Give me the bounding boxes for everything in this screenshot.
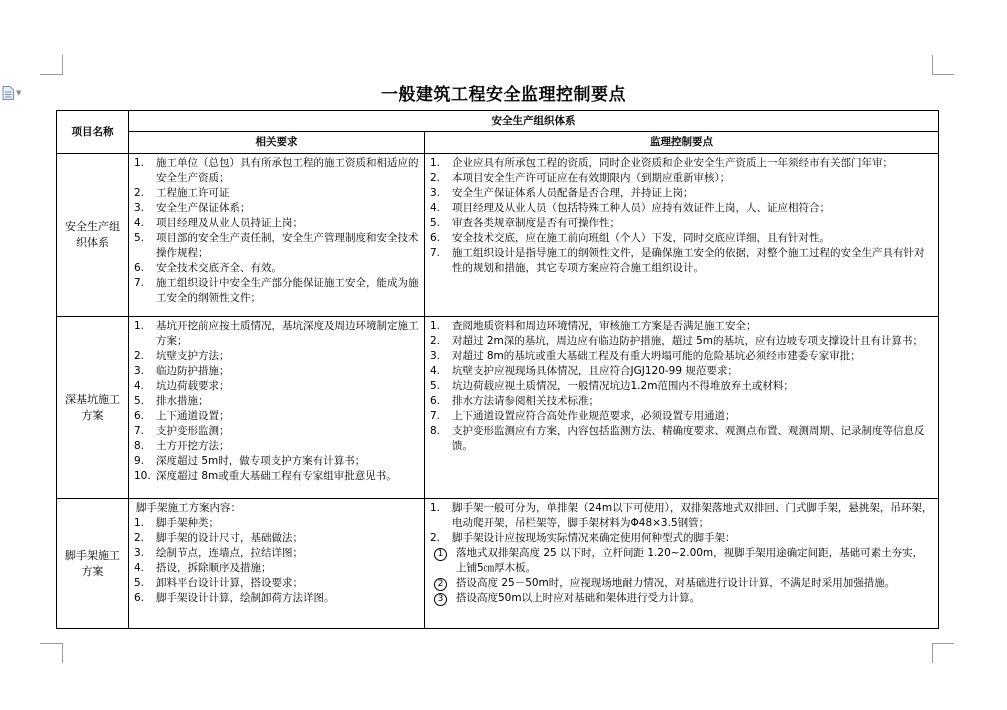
list-item-number: 9. [134, 455, 145, 467]
safety-control-table [56, 110, 939, 629]
crop-mark-bottom-left-h [40, 643, 62, 644]
sub-list-item [430, 576, 933, 591]
list-item-text: 卸料平台设计计算，搭设要求； [156, 577, 303, 589]
list-item-text: 脚手架种类； [156, 517, 219, 529]
list-item-number: 4. [430, 202, 441, 214]
table-row [57, 499, 939, 629]
list-item-number: 1. [134, 320, 145, 332]
crop-mark-bottom-right-h [932, 643, 954, 644]
list-item [134, 349, 419, 364]
list-item [430, 201, 933, 216]
list-item-number: 3. [430, 187, 441, 199]
control-points-cell [425, 317, 939, 499]
list-item-text: 项目经理及从业人员持证上岗； [156, 217, 303, 229]
list-item-text: 基坑开挖前应按土质情况，基坑深度及周边环境制定施工方案； [156, 320, 419, 347]
list-item [134, 531, 419, 546]
list-item-text: 项目部的安全生产责任制，安全生产管理制度和安全技术操作规程； [156, 232, 419, 259]
header-group: 安全生产组织体系 [129, 111, 939, 132]
list-item [134, 409, 419, 424]
list-item-number: 6. [430, 232, 441, 244]
list-item [430, 171, 933, 186]
list-item-text: 深度超过 8m或重大基础工程有专家组审批意见书。 [156, 470, 397, 482]
list-item-number: 3. [134, 365, 145, 377]
list-item [134, 186, 419, 201]
list-item-text: 脚手架设计计算，绘制卸荷方法详图。 [156, 592, 335, 604]
control-points-list [430, 156, 933, 276]
requirements-cell [129, 499, 425, 629]
header-project-name: 项目名称 [57, 111, 129, 154]
header-control-points: 监理控制要点 [425, 132, 939, 154]
list-item-text: 上下通道设置； [156, 410, 230, 422]
list-item-number: 1. [430, 502, 441, 514]
list-item-number: 2. [134, 350, 145, 362]
list-item-number: 2. [134, 187, 145, 199]
list-item-number: 2. [430, 532, 441, 544]
list-item-number: 5. [134, 395, 145, 407]
list-item-number: 10. [134, 470, 151, 482]
row-item-name: 脚手架施工方案 [57, 499, 129, 629]
list-item-number: 2. [430, 335, 441, 347]
list-item [134, 591, 419, 606]
list-item-number: 3. [134, 202, 145, 214]
list-item [430, 319, 933, 334]
list-item-number: 1. [134, 157, 145, 169]
circled-number: 1 [434, 548, 447, 561]
list-item-text: 安全技术交底，应在施工前向班组（个人）下发，同时交底应详细，且有针对性。 [452, 232, 830, 244]
list-item [134, 439, 419, 454]
sub-list-item [430, 591, 933, 606]
list-item-text: 施工组织设计是指导施工的纲领性文件，是确保施工安全的依据，对整个施工过程的安全生产具有针对性的规划和措施，其它专项方案应符合施工组织设计。 [452, 247, 925, 274]
requirements-list [134, 156, 419, 306]
list-item-text: 坑壁支护方法； [156, 350, 230, 362]
list-item-text: 安全生产保证体系人员配备是否合理，并持证上岗； [452, 187, 694, 199]
list-item [134, 216, 419, 231]
list-item [134, 156, 419, 186]
list-item [430, 409, 933, 424]
list-item-number: 2. [430, 172, 441, 184]
list-item-number: 3. [134, 547, 145, 559]
list-item [430, 349, 933, 364]
circled-number: 2 [434, 578, 447, 591]
list-item-text: 支护变形监测应有方案，内容包括监测方法、精确度要求、观测点布置、观测周期、记录制度等信息反馈。 [452, 425, 925, 452]
crop-mark-bottom-left-v [62, 643, 63, 663]
list-item-text: 绘制节点，连墙点，拉结详图； [156, 547, 303, 559]
list-item-text: 查阅地质资料和周边环境情况，审核施工方案是否满足施工安全； [452, 320, 757, 332]
list-item-number: 1. [134, 517, 145, 529]
list-item-number: 4. [134, 380, 145, 392]
requirements-list [134, 319, 419, 484]
list-item [134, 469, 419, 484]
list-item-text: 深度超过 5m时，做专项支护方案有计算书； [156, 455, 366, 467]
list-item-number: 6. [134, 592, 145, 604]
list-item [134, 261, 419, 276]
list-item-text: 施工组织设计中安全生产部分能保证施工安全，能成为施工安全的纲领性文件； [156, 277, 419, 304]
list-item-number: 8. [134, 440, 145, 452]
crop-mark-top-right-v [932, 55, 933, 75]
list-item-number: 5. [430, 217, 441, 229]
list-item-number: 7. [134, 425, 145, 437]
sub-list-item-text: 落地式双排架高度 25 以下时，立杆间距 1.20~2.00m，视脚手架用途确定间距，基础可素土夯实，上铺5㎝厚木板。 [456, 547, 924, 574]
crop-mark-top-left-v [62, 55, 63, 75]
row-item-name: 安全生产组织体系 [57, 154, 129, 317]
circled-number: 3 [434, 593, 447, 606]
control-points-list [430, 501, 933, 546]
list-item-number: 1. [430, 157, 441, 169]
list-item [430, 501, 933, 531]
list-item-text: 排水措施； [156, 395, 209, 407]
list-item [134, 516, 419, 531]
list-item-number: 7. [430, 247, 441, 259]
list-item-number: 5. [134, 232, 145, 244]
document-title: 一般建筑工程安全监理控制要点 [381, 85, 626, 105]
list-item-number: 8. [430, 425, 441, 437]
sub-list-item-text: 搭设高度 25－50m时，应视现场地耐力情况，对基础进行设计计算，不满足时采用加强措施。 [456, 577, 896, 589]
list-item-text: 搭设，拆除顺序及措施； [156, 562, 272, 574]
list-item [134, 546, 419, 561]
row-item-name: 深基坑施工方案 [57, 317, 129, 499]
list-item-number: 2. [134, 532, 145, 544]
sub-list-item [430, 546, 933, 576]
list-item [134, 424, 419, 439]
crop-mark-bottom-right-v [932, 643, 933, 663]
list-item [430, 246, 933, 276]
list-item-number: 6. [134, 410, 145, 422]
list-item [430, 531, 933, 546]
list-item [430, 394, 933, 409]
list-item-text: 坑边荷载应视土质情况，一般情况坑边1.2m范围内不得堆放弃土或材料； [452, 380, 794, 392]
list-item [430, 231, 933, 246]
header-requirements: 相关要求 [129, 132, 425, 154]
list-item-number: 4. [430, 365, 441, 377]
list-item [134, 364, 419, 379]
control-points-cell [425, 499, 939, 629]
list-item [134, 276, 419, 306]
list-item [430, 334, 933, 349]
list-item-text: 对超过 8m的基坑或重大基础工程及有重大坍塌可能的危险基坑必须经市建委专家审批； [452, 350, 861, 362]
list-item-text: 施工单位（总包）具有所承包工程的施工资质和相适应的安全生产资质； [156, 157, 419, 184]
circled-number-icon [430, 576, 456, 591]
list-item-text: 企业应具有所承包工程的资质，同时企业资质和企业安全生产资质上一年须经市有关部门年审； [452, 157, 893, 169]
list-item [430, 379, 933, 394]
table-row [57, 317, 939, 499]
list-item [430, 186, 933, 201]
list-item-number: 6. [134, 262, 145, 274]
list-item-text: 项目经理及从业人员（包括特殊工种人员）应持有效证件上岗，人、证应相符合； [452, 202, 830, 214]
control-sub-list [430, 546, 933, 606]
list-item-text: 土方开挖方法； [156, 440, 230, 452]
list-item [134, 231, 419, 261]
crop-mark-top-right-h [932, 74, 954, 75]
list-item-number: 5. [134, 577, 145, 589]
list-item [430, 364, 933, 379]
list-item-text: 支护变形监测； [156, 425, 230, 437]
requirements-cell [129, 317, 425, 499]
requirements-list [134, 516, 419, 606]
list-item-text: 坑壁支护应视现场具体情况，且应符合JGJ120-99 规范要求； [452, 365, 738, 377]
circled-number-icon [430, 591, 456, 606]
requirements-intro: 脚手架施工方案内容： [136, 502, 241, 514]
list-item-text: 脚手架的设计尺寸，基础做法； [156, 532, 303, 544]
table-row [57, 154, 939, 317]
list-item-number: 1. [430, 320, 441, 332]
list-item-text: 临边防护措施； [156, 365, 230, 377]
list-item-text: 脚手架设计应按现场实际情况来确定使用何种型式的脚手架： [452, 532, 736, 544]
list-item-text: 工程施工许可证 [156, 187, 230, 199]
list-item [134, 201, 419, 216]
list-item [134, 319, 419, 349]
list-item-number: 7. [134, 277, 145, 289]
list-item-text: 审查各类规章制度是否有可操作性； [452, 217, 620, 229]
list-item [134, 454, 419, 469]
list-item-number: 4. [134, 562, 145, 574]
list-item-text: 本项目安全生产许可证应在有效期限内（到期应重新审核）； [452, 172, 731, 184]
control-points-list [430, 319, 933, 454]
list-item-number: 7. [430, 410, 441, 422]
control-points-cell [425, 154, 939, 317]
circled-number-icon [430, 546, 456, 576]
list-item-text: 排水方法请参阅相关技术标准； [452, 395, 599, 407]
list-item-text: 对超过 2m深的基坑，周边应有临边防护措施，超过 5m的基坑，应有边坡专项支撑设计且有计算书； [452, 335, 923, 347]
list-item [430, 216, 933, 231]
list-item [430, 156, 933, 171]
list-item [134, 561, 419, 576]
chevron-down-icon: ▼ [16, 88, 22, 97]
list-item [134, 379, 419, 394]
list-item [430, 424, 933, 454]
list-item-text: 脚手架一般可分为，单排架（24m以下可使用），双排架落地式双排回、门式脚手架，悬挑架，吊环架，电动爬开架，吊栏架等，脚手架材料为Φ48×3.5钢管； [452, 502, 933, 529]
list-item-number: 6. [430, 395, 441, 407]
list-item [134, 394, 419, 409]
list-item-number: 4. [134, 217, 145, 229]
list-item-number: 5. [430, 380, 441, 392]
list-item-number: 3. [430, 350, 441, 362]
list-item [134, 576, 419, 591]
list-item-text: 上下通道设置应符合高处作业规范要求，必须设置专用通道； [452, 410, 736, 422]
list-item-text: 安全生产保证体系； [156, 202, 251, 214]
sub-list-item-text: 搭设高度50m以上时应对基础和架体进行受力计算。 [456, 592, 701, 604]
requirements-cell [129, 154, 425, 317]
list-item-text: 坑边荷载要求； [156, 380, 230, 392]
list-item-text: 安全技术交底齐全、有效。 [156, 262, 282, 274]
crop-mark-top-left-h [40, 74, 62, 75]
